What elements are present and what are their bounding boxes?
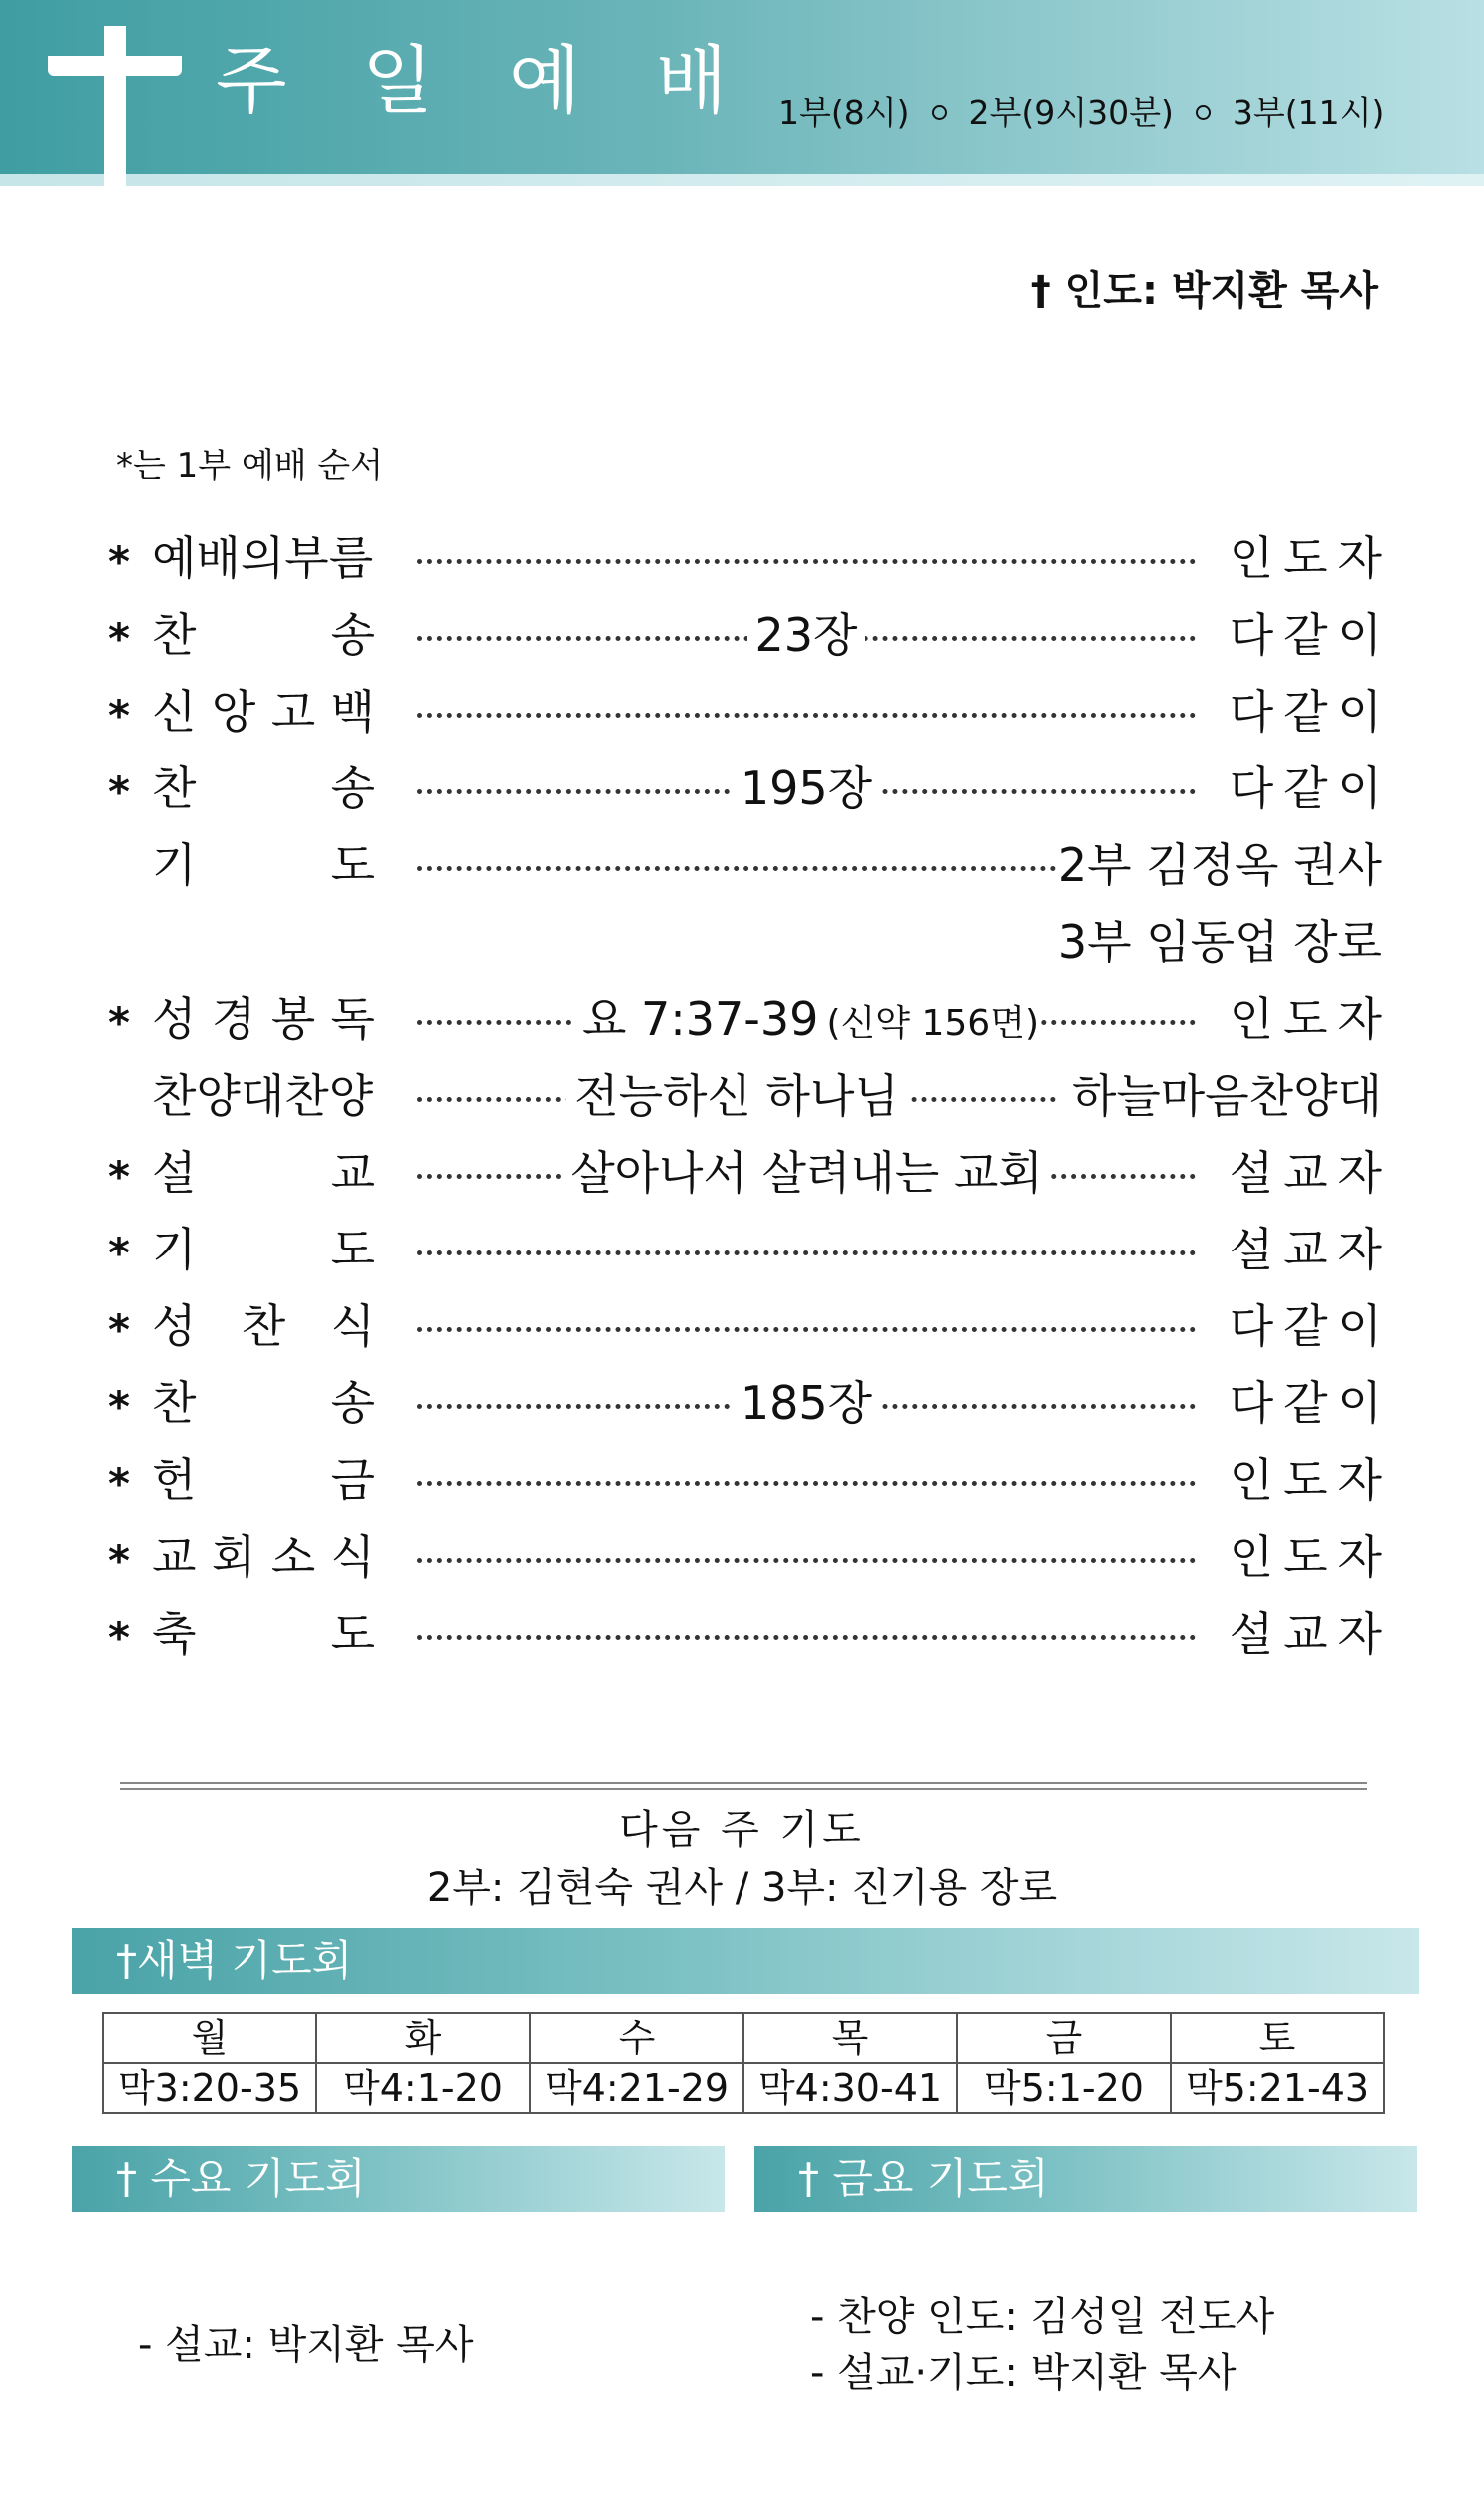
order-row: [0, 1217, 1484, 1293]
order-label: 성 찬 식: [152, 1299, 375, 1353]
asterisk-marker: *: [108, 998, 130, 1047]
order-responsible: 설교자: [1229, 1607, 1392, 1661]
day-header: 월: [103, 2013, 316, 2063]
order-label: 기 도: [152, 838, 375, 892]
dotted-leader: [417, 1327, 1196, 1332]
order-label: 헌 금: [152, 1453, 375, 1507]
order-row: [0, 1293, 1484, 1370]
asterisk-marker: *: [108, 1613, 130, 1662]
order-row: [0, 1524, 1484, 1601]
order-responsible: 다같이: [1229, 1376, 1392, 1430]
day-header: 화: [316, 2013, 530, 2063]
order-responsible: 인도자: [1229, 1530, 1392, 1584]
order-responsible: 설교자: [1229, 1146, 1392, 1200]
circle-separator-icon: [1196, 105, 1211, 120]
order-row: [0, 525, 1484, 602]
dotted-leader: [417, 559, 1196, 564]
asterisk-marker: *: [108, 1536, 130, 1585]
friday-prayer-band: [754, 2146, 1417, 2212]
order-row: [0, 602, 1484, 679]
page-title: 주 일 예 배: [216, 38, 753, 124]
order-row: [0, 1063, 1484, 1140]
dotted-leader: [417, 866, 1056, 871]
order-detail-text: 23장: [747, 608, 866, 662]
order-responsible: 다같이: [1229, 761, 1392, 815]
reading-cell: 막4:1-20: [316, 2063, 530, 2113]
order-label: 찬양대찬양: [152, 1069, 374, 1123]
order-responsible: 하늘마음찬양대: [1071, 1069, 1382, 1123]
reading-cell: 막5:1-20: [957, 2063, 1171, 2113]
order-responsible: 인도자: [1229, 992, 1392, 1046]
order-label: 신 앙 고 백: [152, 685, 375, 739]
order-row: [0, 1601, 1484, 1678]
wednesday-prayer-title: † 수요 기도회: [116, 2154, 366, 2203]
order-responsible: 다같이: [1229, 608, 1392, 662]
day-header: 금: [957, 2013, 1171, 2063]
next-week-names: 2부: 김현숙 권사 / 3부: 진기용 장로: [426, 1865, 1058, 1911]
order-label: 축 도: [152, 1607, 375, 1661]
day-header: 수: [530, 2013, 743, 2063]
next-week-title: 다음 주 기도: [619, 1807, 865, 1853]
service-time-2: 2부(9시30분): [968, 93, 1174, 132]
order-note: *는 1부 예배 순서: [116, 446, 384, 486]
order-label: 기 도: [152, 1223, 375, 1276]
order-detail: [417, 1376, 1196, 1431]
dawn-prayer-title: †새벽 기도회: [116, 1936, 353, 1985]
order-label: 설 교: [152, 1146, 375, 1200]
order-detail: [417, 1146, 1196, 1201]
order-row: [0, 909, 1484, 986]
order-detail: [417, 1069, 1056, 1124]
asterisk-marker: *: [108, 1305, 130, 1354]
service-time-3: 3부(11시): [1232, 93, 1385, 132]
reading-cell: 막5:21-43: [1171, 2063, 1384, 2113]
order-responsible: 인도자: [1229, 1453, 1392, 1507]
friday-line: - 찬양 인도: 김성일 전도사: [810, 2294, 1275, 2340]
order-row: [0, 1140, 1484, 1217]
order-responsible: 다같이: [1229, 1299, 1392, 1353]
order-responsible: 설교자: [1229, 1223, 1392, 1276]
asterisk-marker: *: [108, 537, 130, 586]
circle-separator-icon: [932, 105, 947, 120]
asterisk-marker: *: [108, 1229, 130, 1277]
reading-cell: 막4:30-41: [743, 2063, 957, 2113]
order-label: 성 경 봉 독: [152, 992, 375, 1046]
order-label: 찬 송: [152, 1376, 375, 1430]
asterisk-marker: *: [108, 767, 130, 816]
order-label: 교 회 소 식: [152, 1530, 375, 1584]
dotted-leader: [417, 1250, 1196, 1255]
service-times: [778, 93, 1385, 132]
order-label: 예배의부름: [152, 531, 374, 585]
asterisk-marker: *: [108, 1382, 130, 1431]
table-row: [103, 2013, 1384, 2063]
reading-cell: 막3:20-35: [103, 2063, 316, 2113]
friday-line: - 설교·기도: 박지환 목사: [810, 2350, 1237, 2396]
order-detail-text: 195장: [733, 761, 880, 815]
wednesday-line: - 설교: 박지환 목사: [138, 2322, 474, 2368]
day-header: 목: [743, 2013, 957, 2063]
order-detail-text: 185장: [733, 1376, 880, 1430]
order-detail-text: 전능하신 하나님: [566, 1069, 907, 1123]
divider: [120, 1788, 1367, 1790]
worship-leader: † 인도: 박지환 목사: [1030, 268, 1378, 314]
order-detail: [417, 608, 1196, 663]
order-responsible: 인도자: [1229, 531, 1392, 585]
asterisk-marker: *: [108, 1152, 130, 1201]
dotted-leader: [417, 713, 1196, 718]
divider: [120, 1782, 1367, 1784]
wednesday-prayer-band: [72, 2146, 725, 2212]
order-row: [0, 832, 1484, 909]
header-underline: [0, 174, 1484, 186]
day-header: 토: [1171, 2013, 1384, 2063]
asterisk-marker: *: [108, 614, 130, 663]
order-detail: [417, 992, 1196, 1047]
order-detail-text: 살아나서 살려내는 교회: [562, 1146, 1051, 1200]
dotted-leader: [417, 1481, 1196, 1486]
order-detail-note: (신약 156면): [826, 1003, 1040, 1044]
order-row: [0, 1370, 1484, 1447]
friday-prayer-title: † 금요 기도회: [798, 2154, 1049, 2203]
order-responsible: 2부 김정옥 권사: [1057, 838, 1382, 892]
order-responsible: 3부 임동업 장로: [1057, 915, 1382, 969]
service-time-1: 1부(8시): [778, 93, 910, 132]
asterisk-marker: *: [108, 1459, 130, 1508]
dotted-leader: [417, 1635, 1196, 1640]
table-row: [103, 2063, 1384, 2113]
order-label: 찬 송: [152, 761, 375, 815]
order-row: [0, 679, 1484, 755]
order-row: [0, 1447, 1484, 1524]
order-detail: [417, 761, 1196, 816]
reading-cell: 막4:21-29: [530, 2063, 743, 2113]
dawn-prayer-band: [72, 1928, 1419, 1994]
dotted-leader: [417, 1558, 1196, 1563]
dawn-schedule-table: [102, 2012, 1385, 2114]
order-row: [0, 755, 1484, 832]
asterisk-marker: *: [108, 691, 130, 740]
cross-icon-arm: [48, 56, 182, 76]
order-row: [0, 986, 1484, 1063]
order-label: 찬 송: [152, 608, 375, 662]
order-detail-text: 요 7:37-39: [574, 992, 827, 1046]
order-responsible: 다같이: [1229, 685, 1392, 739]
cross-icon: [104, 26, 126, 188]
